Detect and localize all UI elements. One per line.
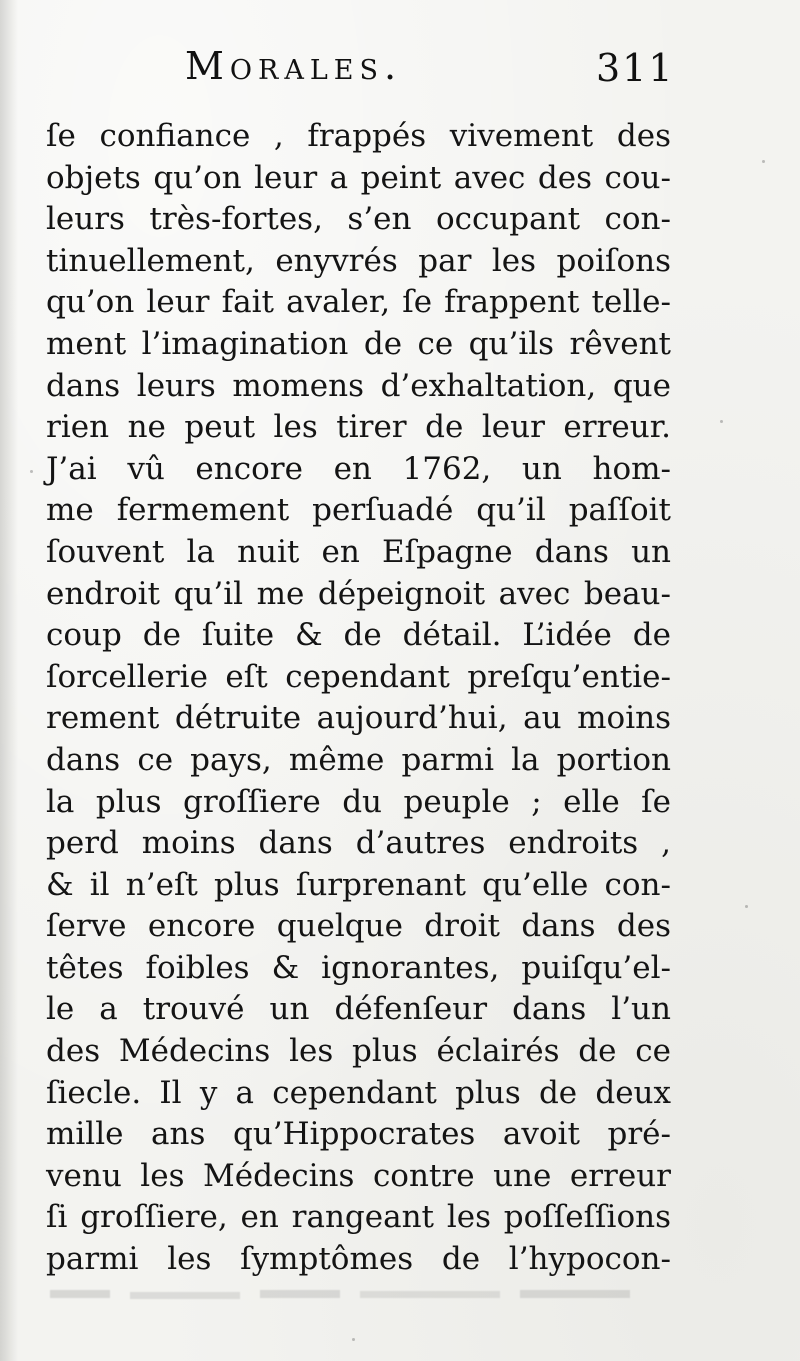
paper-speck — [720, 420, 723, 423]
body-text — [46, 116, 671, 1281]
text-line: venu les Médecins contre une erreur — [46, 1157, 671, 1194]
text-line: objets qu’on leur a peint avec des cou- — [46, 159, 671, 196]
text-line: leurs très-fortes, s’en occupant con- — [46, 201, 671, 238]
text-line: mille ans qu’Hippocrates avoit pré- — [46, 1116, 671, 1153]
text-line: le a trouvé un défenſeur dans l’un — [46, 991, 671, 1028]
text-line: tinuellement, enyvrés par les poiſons — [46, 242, 671, 279]
text-line: perd moins dans d’autres endroits , — [46, 825, 671, 862]
text-line: têtes foibles & ignorantes, puiſqu’el- — [46, 949, 671, 986]
text-line: dans ce pays, même parmi la portion — [46, 741, 671, 778]
text-line: ſi groſſiere, en rangeant les poſſeſſions — [46, 1199, 671, 1236]
text-line: J’ai vû encore en 1762, un hom- — [46, 450, 671, 487]
text-line: coup de ſuite & de détail. L’idée de — [46, 617, 671, 654]
text-line: & il n’eſt plus ſurprenant qu’elle con- — [46, 866, 671, 903]
paper-speck — [30, 470, 33, 473]
running-title: Morales. — [185, 44, 403, 88]
text-line: parmi les ſymptômes de l’hypocon- — [46, 1241, 671, 1278]
text-line: me fermement perſuadé qu’il paſſoit — [46, 492, 671, 529]
page-gutter-shadow — [0, 0, 18, 1361]
text-line: rien ne peut les tirer de leur erreur. — [46, 409, 671, 446]
text-line: la plus groſſiere du peuple ; elle ſe — [46, 783, 671, 820]
text-line: dans leurs momens d’exhaltation, que — [46, 367, 671, 404]
text-line: ſe confiance , frappés vivement des — [46, 118, 671, 154]
bleed-through-smudge — [40, 1278, 660, 1318]
text-line: ſorcellerie eſt cependant preſqu’entie- — [46, 658, 671, 695]
paper-speck — [745, 905, 748, 908]
text-line: des Médecins les plus éclairés de ce — [46, 1033, 671, 1070]
text-line: ſiecle. Il y a cependant plus de deux — [46, 1074, 671, 1111]
text-line: rement détruite aujourd’hui, au moins — [46, 700, 671, 737]
page-header — [0, 44, 800, 104]
paper-speck — [352, 1338, 355, 1341]
page-number: 311 — [596, 46, 675, 90]
paper-speck — [762, 160, 765, 163]
text-line: ſouvent la nuit en Eſpagne dans un — [46, 533, 671, 570]
text-line: qu’on leur fait avaler, ſe frappent telle- — [46, 284, 671, 321]
bleed-through-marks — [40, 1278, 660, 1318]
text-line: ſerve encore quelque droit dans des — [46, 908, 671, 945]
text-line: endroit qu’il me dépeignoit avec beau- — [46, 575, 671, 612]
text-line: ment l’imagination de ce qu’ils rêvent — [46, 325, 671, 362]
